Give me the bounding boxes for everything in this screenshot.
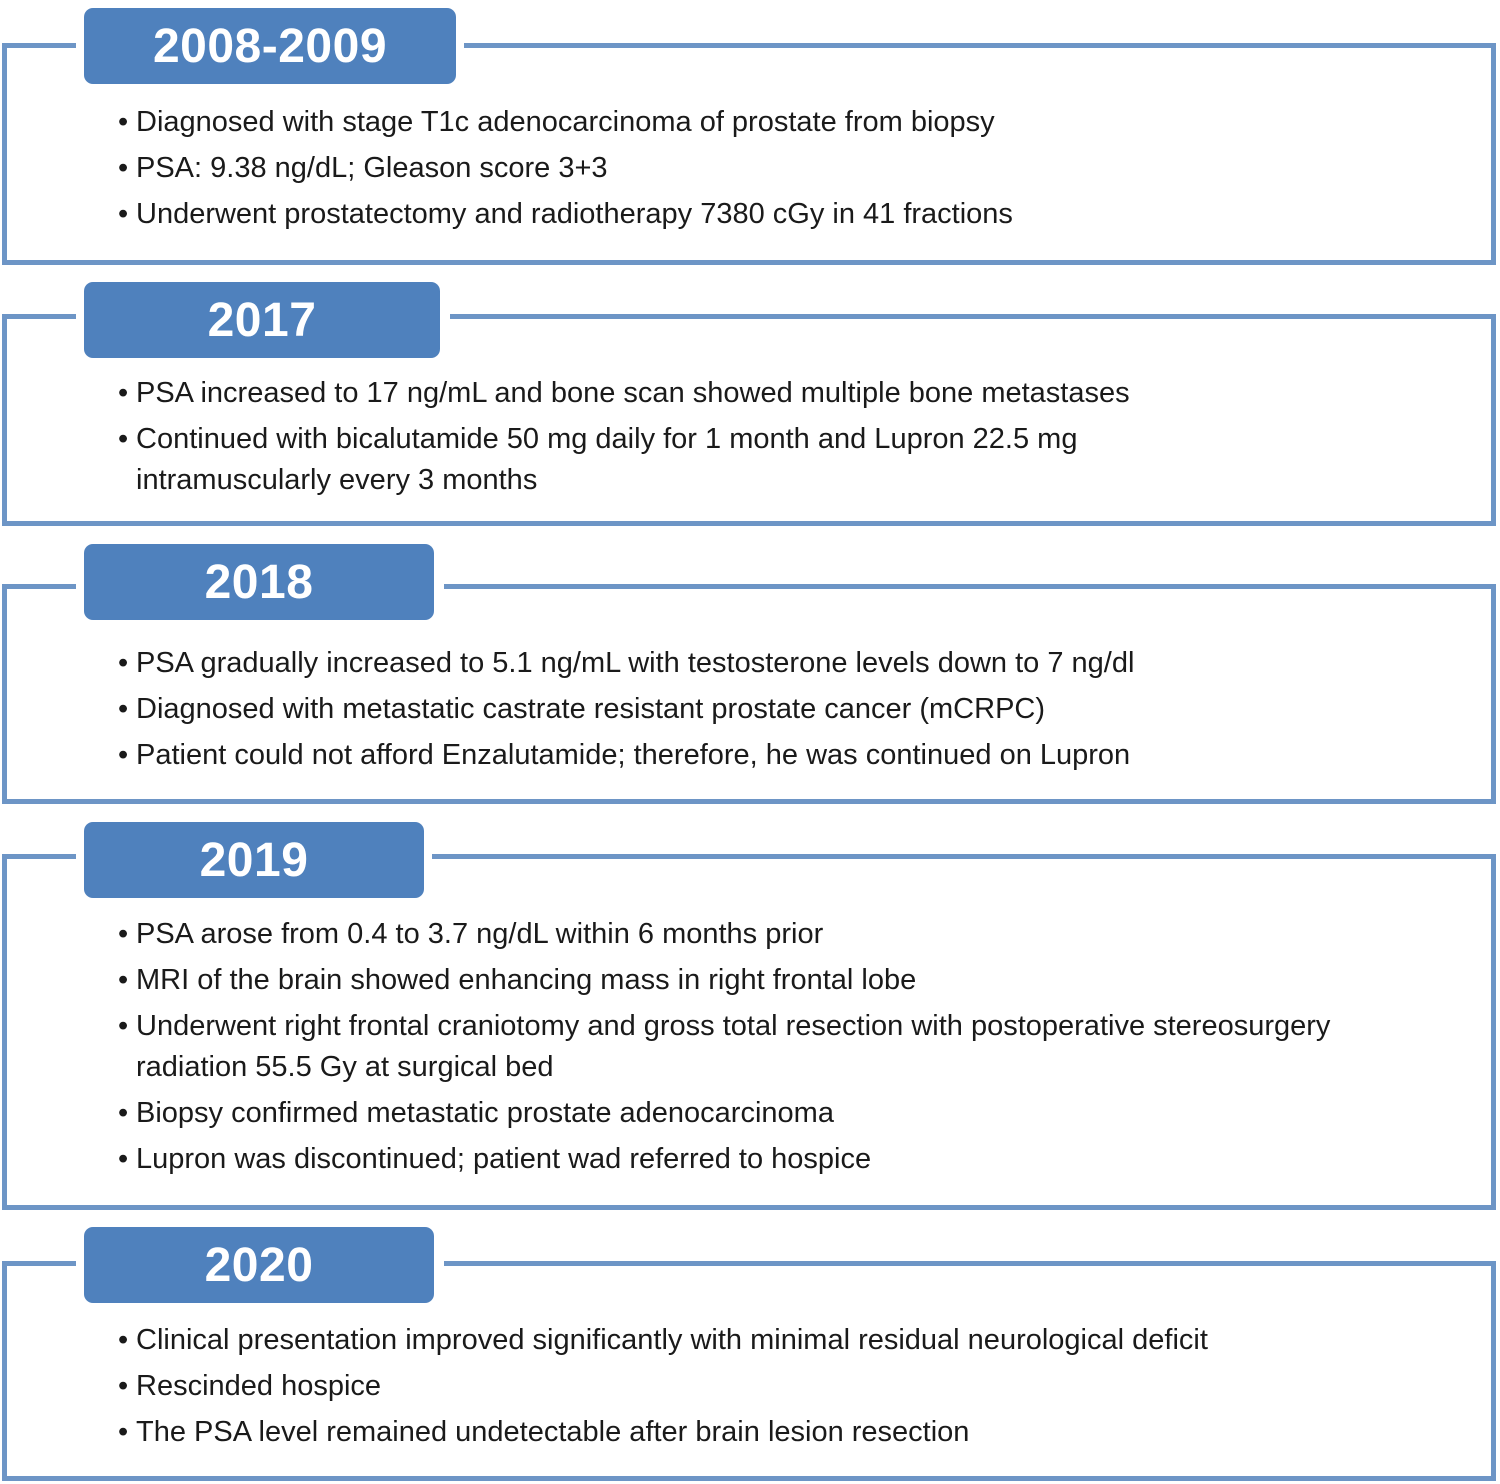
year-label: 2019: [84, 822, 424, 898]
list-item: • Diagnosed with stage T1c adenocarcinoma of prostate from biopsy: [118, 102, 1458, 143]
list-item: • PSA gradually increased to 5.1 ng/mL with testosterone levels down to 7 ng/dl: [118, 643, 1458, 684]
list-item: • Diagnosed with metastatic castrate resistant prostate cancer (mCRPC): [118, 689, 1458, 730]
year-label: 2020: [84, 1227, 434, 1303]
event-list: [118, 1320, 1488, 1458]
event-list: [118, 102, 1458, 240]
list-item: • Patient could not afford Enzalutamide; therefore, he was continued on Lupron: [118, 735, 1458, 776]
list-item: • Biopsy confirmed metastatic prostate adenocarcinoma: [118, 1093, 1348, 1134]
list-item: • The PSA level remained undetectable after brain lesion resection: [118, 1412, 1488, 1453]
list-item: • PSA arose from 0.4 to 3.7 ng/dL within 6 months prior: [118, 914, 1348, 955]
list-item: • Underwent prostatectomy and radiotherapy 7380 cGy in 41 fractions: [118, 194, 1458, 235]
list-item: • Underwent right frontal craniotomy and gross total resection with postoperative stereosurgery radiation 55.5 Gy at surgical bed: [118, 1006, 1348, 1088]
list-item: • Lupron was discontinued; patient wad referred to hospice: [118, 1139, 1348, 1180]
year-label: 2018: [84, 544, 434, 620]
list-item: • MRI of the brain showed enhancing mass in right frontal lobe: [118, 960, 1348, 1001]
list-item: • PSA increased to 17 ng/mL and bone scan showed multiple bone metastases: [118, 373, 1238, 414]
list-item: • Rescinded hospice: [118, 1366, 1488, 1407]
list-item: • Continued with bicalutamide 50 mg daily for 1 month and Lupron 22.5 mg intramuscularly every 3 months: [118, 419, 1238, 501]
event-list: [118, 373, 1238, 506]
year-label: 2008-2009: [84, 8, 456, 84]
event-list: [118, 643, 1458, 781]
year-label: 2017: [84, 282, 440, 358]
list-item: • PSA: 9.38 ng/dL; Gleason score 3+3: [118, 148, 1458, 189]
list-item: • Clinical presentation improved significantly with minimal residual neurological deficit: [118, 1320, 1488, 1361]
event-list: [118, 914, 1348, 1185]
